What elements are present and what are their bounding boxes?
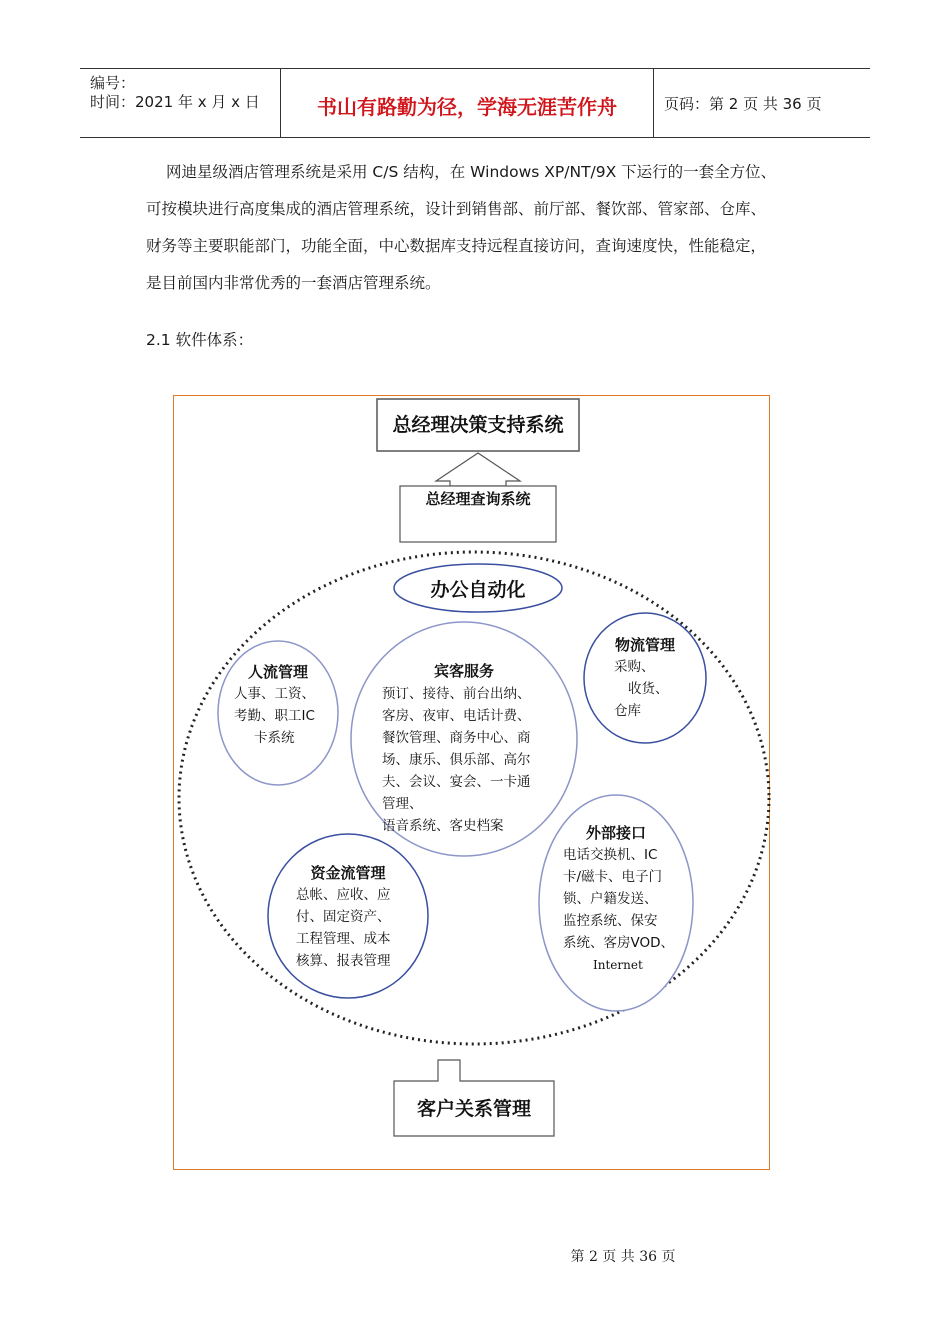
external-line: 系统、客房VOD、 <box>563 935 675 951</box>
external-line: 电话交换机、IC <box>563 847 658 863</box>
funds-line: 工程管理、成本 <box>296 931 391 947</box>
intro-line: 网迪星级酒店管理系统是采用 C/S 结构，在 Windows XP/NT/9X 下运行的一套全方位、 <box>166 163 777 181</box>
hr-line: 卡系统 <box>254 730 295 746</box>
architecture-diagram <box>173 395 770 1170</box>
header-meta-cell <box>80 69 281 137</box>
query-box-label: 总经理查询系统 <box>425 490 531 508</box>
page-indicator: 页码：第 2 页 共 36 页 <box>664 95 822 113</box>
funds-line: 付、固定资产、 <box>296 909 391 925</box>
intro-line: 可按模块进行高度集成的酒店管理系统，设计到销售部、前厅部、餐饮部、管家部、仓库、 <box>146 200 767 218</box>
logistics-line: 收货、 <box>628 681 669 697</box>
funds-line: 核算、报表管理 <box>296 953 391 969</box>
guest-title: 宾客服务 <box>433 662 494 680</box>
page-header <box>80 68 870 138</box>
logistics-body <box>614 656 694 722</box>
up-arrow-head <box>436 453 520 486</box>
hr-line: 人事、工资、 <box>234 686 315 702</box>
intro-line: 是目前国内非常优秀的一套酒店管理系统。 <box>146 274 441 292</box>
hr-line: 考勤、职工IC <box>234 708 315 724</box>
header-motto-cell <box>281 69 654 137</box>
document-number: 编号： <box>90 74 136 92</box>
guest-line: 夫、会议、宴会、一卡通 <box>382 774 531 790</box>
hr-body <box>234 683 344 749</box>
header-page-cell <box>654 69 870 137</box>
guest-line: 预订、接待、前台出纳、 <box>382 686 531 702</box>
guest-line: 客房、夜审、电话计费、 <box>382 708 531 724</box>
external-body <box>563 844 693 976</box>
logistics-line: 采购、 <box>614 659 655 675</box>
logistics-line: 仓库 <box>614 703 641 719</box>
top-box-label: 总经理决策支持系统 <box>392 414 564 436</box>
bottom-box-label: 客户关系管理 <box>416 1098 531 1120</box>
funds-body <box>296 884 416 972</box>
external-line: 卡/磁卡、电子门 <box>563 869 663 885</box>
external-title: 外部接口 <box>585 824 646 842</box>
hr-title: 人流管理 <box>247 663 308 681</box>
funds-line: 总帐、应收、应 <box>296 887 391 903</box>
intro-paragraph <box>146 154 826 302</box>
guest-line: 场、康乐、俱乐部、高尔 <box>382 752 531 768</box>
guest-body <box>382 683 572 837</box>
motto: 书山有路勤为径，学海无涯苦作舟 <box>317 95 617 119</box>
external-line: 锁、户籍发送、 <box>563 891 658 907</box>
external-line: Internet <box>593 958 643 972</box>
guest-line: 管理、 <box>382 796 423 812</box>
section-heading: 2.1 软件体系： <box>146 331 254 349</box>
document-date: 时间：2021 年 x 月 x 日 <box>90 93 260 111</box>
guest-line: 餐饮管理、商务中心、商 <box>382 730 531 746</box>
intro-line: 财务等主要职能部门，功能全面，中心数据库支持远程直接访问，查询速度快，性能稳定， <box>146 237 767 255</box>
logistics-title: 物流管理 <box>614 636 675 654</box>
center-title: 办公自动化 <box>430 579 526 601</box>
guest-line: 语音系统、客史档案 <box>382 818 504 834</box>
funds-title: 资金流管理 <box>310 864 386 882</box>
external-line: 监控系统、保安 <box>563 913 658 929</box>
page-footer: 第 2 页 共 36 页 <box>570 1249 676 1265</box>
